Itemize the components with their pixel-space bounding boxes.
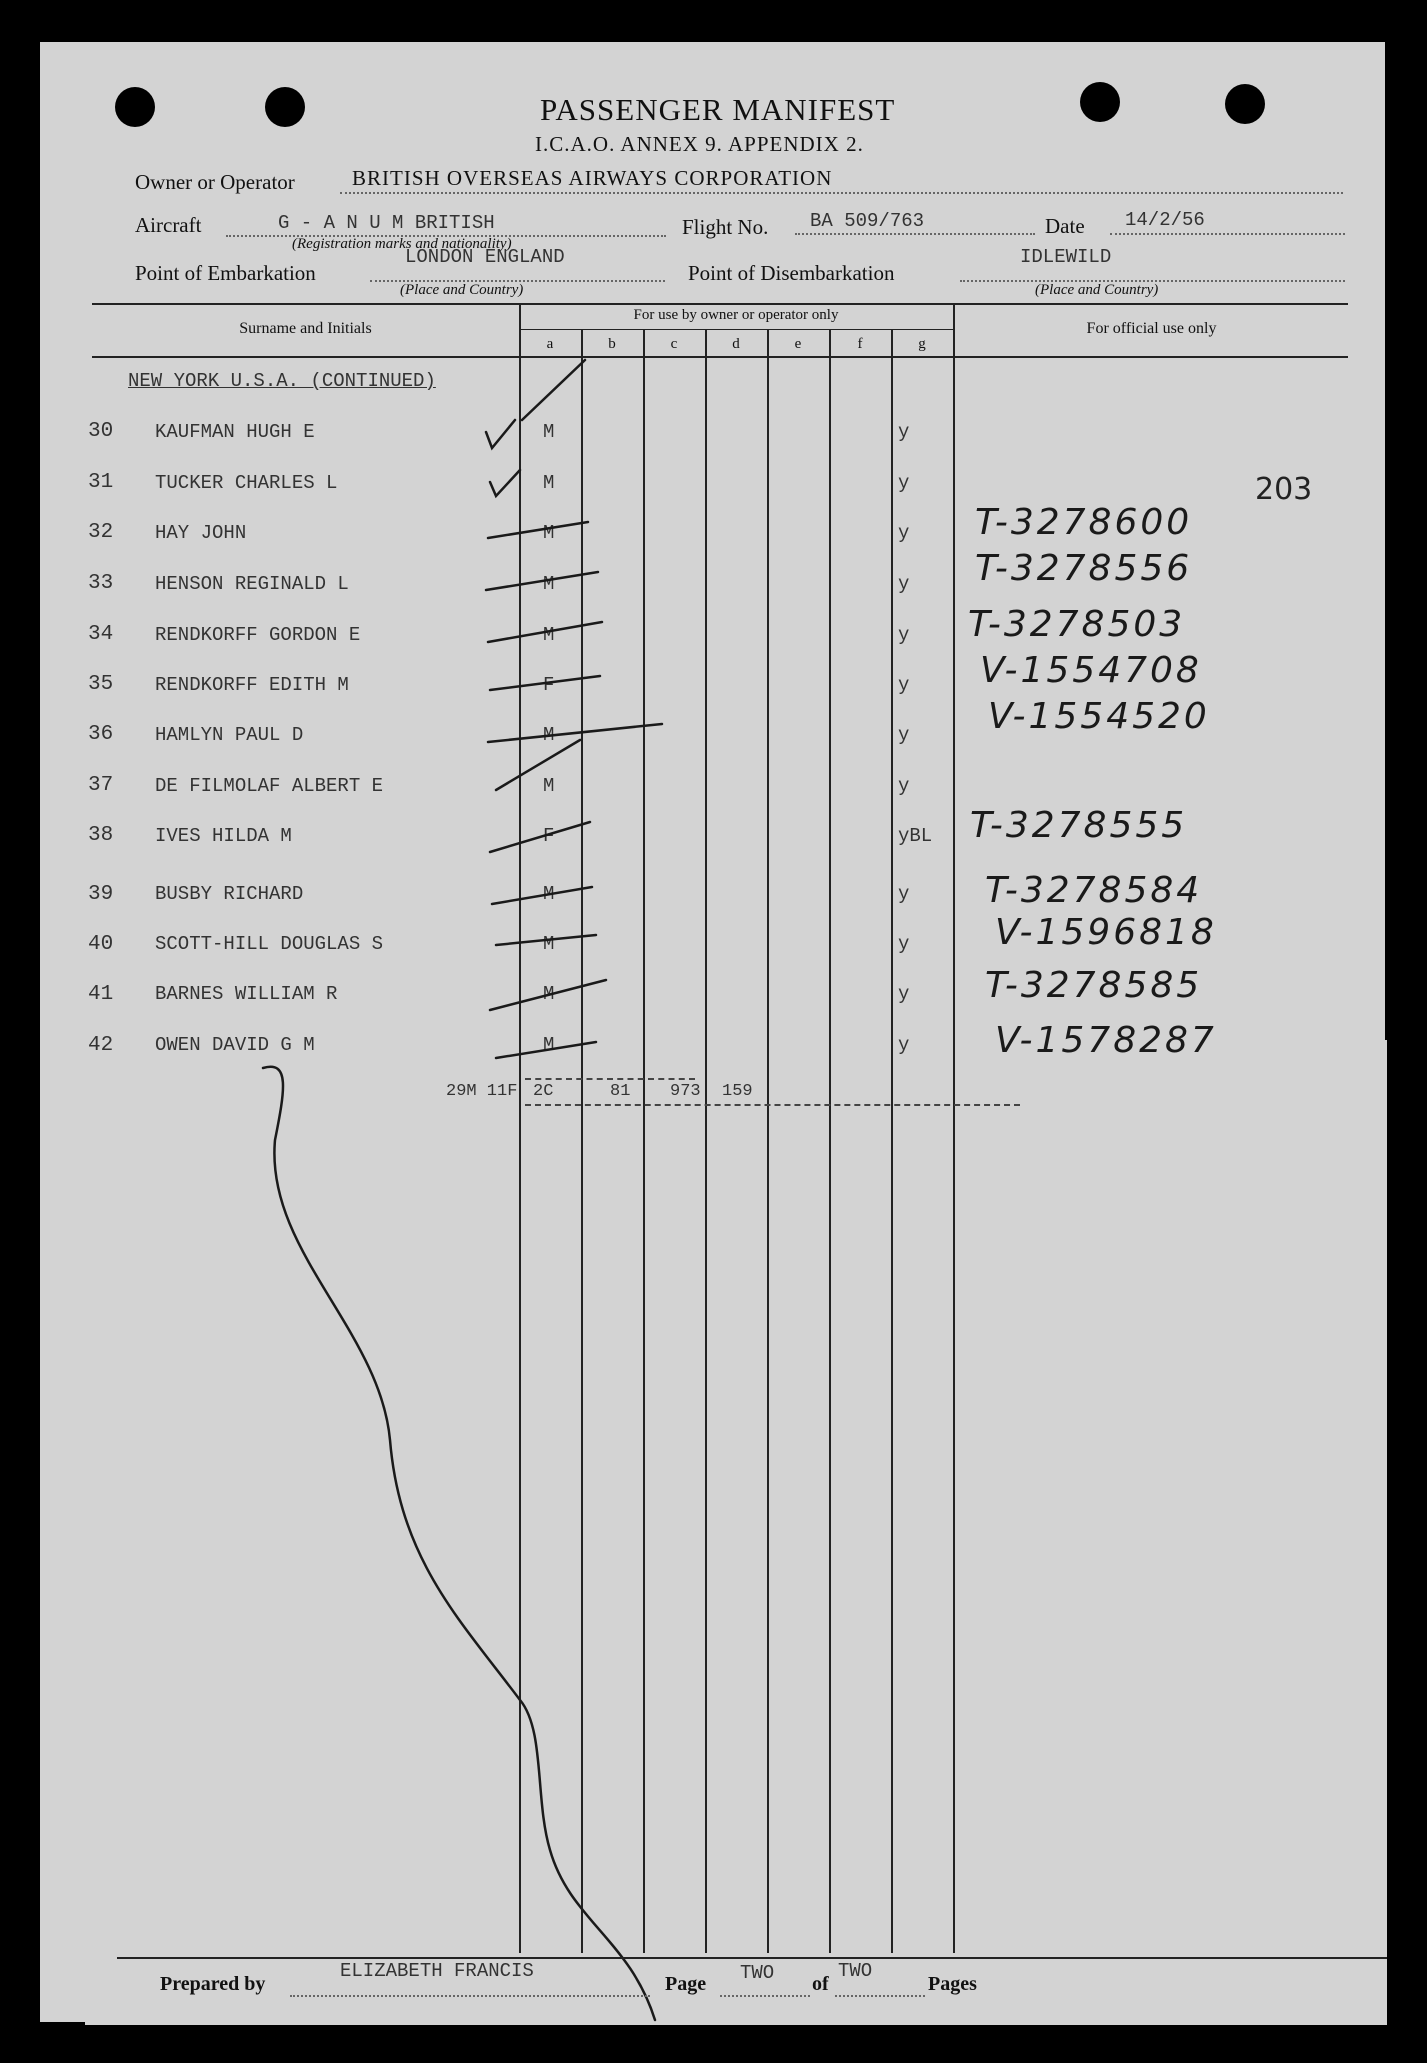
g-cell: y — [898, 724, 910, 746]
owner-label: Owner or Operator — [135, 170, 295, 194]
footer-rule — [117, 1957, 1387, 1959]
strike-mark — [496, 740, 580, 790]
row-number: 37 — [88, 774, 114, 797]
sex-cell: M — [543, 573, 555, 595]
col-surname-header: Surname and Initials — [239, 320, 372, 337]
row-number: 36 — [88, 723, 114, 746]
g-cell: y — [898, 983, 910, 1005]
passenger-name: RENDKORFF GORDON E — [155, 624, 361, 646]
row-number: 32 — [88, 521, 114, 544]
g-cell: y — [898, 522, 910, 544]
row-number: 40 — [88, 933, 114, 956]
page-value: TWO — [740, 1962, 775, 1984]
g-cell: yBL — [898, 825, 933, 847]
slash-mark — [522, 360, 585, 420]
row-number: 30 — [88, 420, 114, 443]
sex-cell: M — [543, 421, 555, 443]
page-label: Page — [665, 1973, 707, 1995]
row-number: 41 — [88, 983, 114, 1006]
subcol-d: d — [732, 336, 740, 352]
row-number: 34 — [88, 623, 114, 646]
sex-cell: M — [543, 624, 555, 646]
official-number: T-3278584 — [985, 870, 1203, 911]
prepared-label: Prepared by — [160, 1973, 266, 1995]
totals-b: 81 — [610, 1082, 631, 1101]
page-subtitle: I.C.A.O. ANNEX 9. APPENDIX 2. — [535, 132, 864, 156]
subcol-b: b — [608, 336, 616, 352]
official-number: T-3278555 — [970, 805, 1188, 846]
g-cell: y — [898, 1034, 910, 1056]
embark-label: Point of Embarkation — [135, 261, 316, 285]
embark-note: (Place and Country) — [400, 282, 524, 298]
official-number: V-1554520 — [988, 696, 1210, 737]
col-official-header: For official use only — [1086, 320, 1217, 337]
subcol-a: a — [546, 336, 554, 352]
passenger-name: KAUFMAN HUGH E — [155, 421, 315, 443]
sex-cell: M — [543, 1034, 555, 1056]
totals-c: 973 — [670, 1082, 701, 1101]
g-cell: y — [898, 421, 910, 443]
sex-cell: M — [543, 933, 555, 955]
strike-mark — [490, 676, 600, 690]
official-number: V-1578287 — [995, 1020, 1217, 1061]
row-number: 38 — [88, 824, 114, 847]
sex-cell: F — [543, 825, 555, 847]
g-cell: y — [898, 624, 910, 646]
passenger-name: DE FILMOLAF ALBERT E — [155, 775, 384, 797]
passenger-name: RENDKORFF EDITH M — [155, 674, 349, 696]
page-rule — [720, 1995, 810, 1997]
sex-cell: M — [543, 724, 555, 746]
passenger-name: HENSON REGINALD L — [155, 573, 349, 595]
of-value: TWO — [838, 1960, 873, 1982]
subcol-e: e — [794, 336, 802, 352]
official-number: T-3278503 — [968, 604, 1186, 645]
continued-label: NEW YORK U.S.A. (CONTINUED) — [128, 370, 436, 392]
flight-value: BA 509/763 — [810, 210, 925, 232]
totals-a: 2C — [533, 1082, 554, 1101]
sex-cell: M — [543, 775, 555, 797]
sex-cell: M — [543, 883, 555, 905]
passenger-name: BARNES WILLIAM R — [155, 983, 338, 1005]
row-number: 35 — [88, 673, 114, 696]
passenger-name: OWEN DAVID G M — [155, 1034, 315, 1056]
sex-cell: M — [543, 522, 555, 544]
check-mark — [486, 420, 515, 448]
disembark-note: (Place and Country) — [1035, 282, 1159, 298]
embark-value: LONDON ENGLAND — [405, 246, 565, 268]
strike-mark — [496, 935, 596, 945]
prepared-rule — [290, 1995, 650, 1997]
strike-mark — [490, 980, 606, 1010]
check-mark — [490, 470, 520, 496]
passenger-name: SCOTT-HILL DOUGLAS S — [155, 933, 384, 955]
row-number: 42 — [88, 1034, 114, 1057]
sex-cell: F — [543, 674, 555, 696]
subcol-c: c — [670, 336, 678, 352]
strike-mark — [490, 822, 590, 852]
strike-mark — [496, 1042, 596, 1058]
passenger-name: BUSBY RICHARD — [155, 883, 304, 905]
flight-label: Flight No. — [682, 215, 769, 239]
subcol-f: f — [857, 336, 863, 352]
official-number: V-1596818 — [995, 912, 1217, 953]
strike-mark — [492, 887, 592, 904]
of-rule — [835, 1995, 925, 1997]
row-number: 39 — [88, 883, 114, 906]
g-cell: y — [898, 775, 910, 797]
g-cell: y — [898, 883, 910, 905]
passenger-name: HAMLYN PAUL D — [155, 724, 304, 746]
pages-label: Pages — [928, 1973, 977, 1995]
aircraft-value: G - A N U M BRITISH — [278, 212, 495, 234]
date-label: Date — [1045, 214, 1085, 238]
g-cell: y — [898, 573, 910, 595]
official-number: V-1554708 — [980, 650, 1202, 691]
passenger-name: IVES HILDA M — [155, 825, 292, 847]
totals-label: 29M 11F — [446, 1082, 518, 1101]
disembark-value: IDLEWILD — [1020, 246, 1112, 268]
date-value: 14/2/56 — [1125, 209, 1205, 231]
totals-d: 159 — [722, 1082, 753, 1101]
prepared-value: ELIZABETH FRANCIS — [340, 1960, 534, 1982]
of-label: of — [812, 1973, 829, 1995]
official-number: T-3278600 — [975, 502, 1193, 543]
passenger-name: HAY JOHN — [155, 522, 247, 544]
strike-mark — [488, 522, 588, 538]
official-number: T-3278556 — [975, 548, 1193, 589]
disembark-label: Point of Disembarkation — [688, 261, 895, 285]
aircraft-label: Aircraft — [135, 213, 202, 237]
sex-cell: M — [543, 983, 555, 1005]
g-cell: y — [898, 933, 910, 955]
row-number: 31 — [88, 471, 114, 494]
sex-cell: M — [543, 472, 555, 494]
col-owner-header: For use by owner or operator only — [633, 307, 839, 323]
row-number: 33 — [88, 572, 114, 595]
strike-mark — [486, 572, 598, 590]
passenger-name: TUCKER CHARLES L — [155, 472, 338, 494]
registration-note: (Registration marks and nationality) — [292, 236, 512, 252]
strike-mark — [488, 724, 662, 742]
g-cell: y — [898, 472, 910, 494]
strike-mark — [488, 622, 602, 642]
subcol-g: g — [918, 336, 926, 352]
page-number: 203 — [1255, 472, 1313, 507]
g-cell: y — [898, 674, 910, 696]
page-title: PASSENGER MANIFEST — [540, 92, 896, 127]
connector-line — [263, 1067, 655, 2020]
owner-value: BRITISH OVERSEAS AIRWAYS CORPORATION — [352, 166, 833, 190]
official-number: T-3278585 — [985, 965, 1203, 1006]
